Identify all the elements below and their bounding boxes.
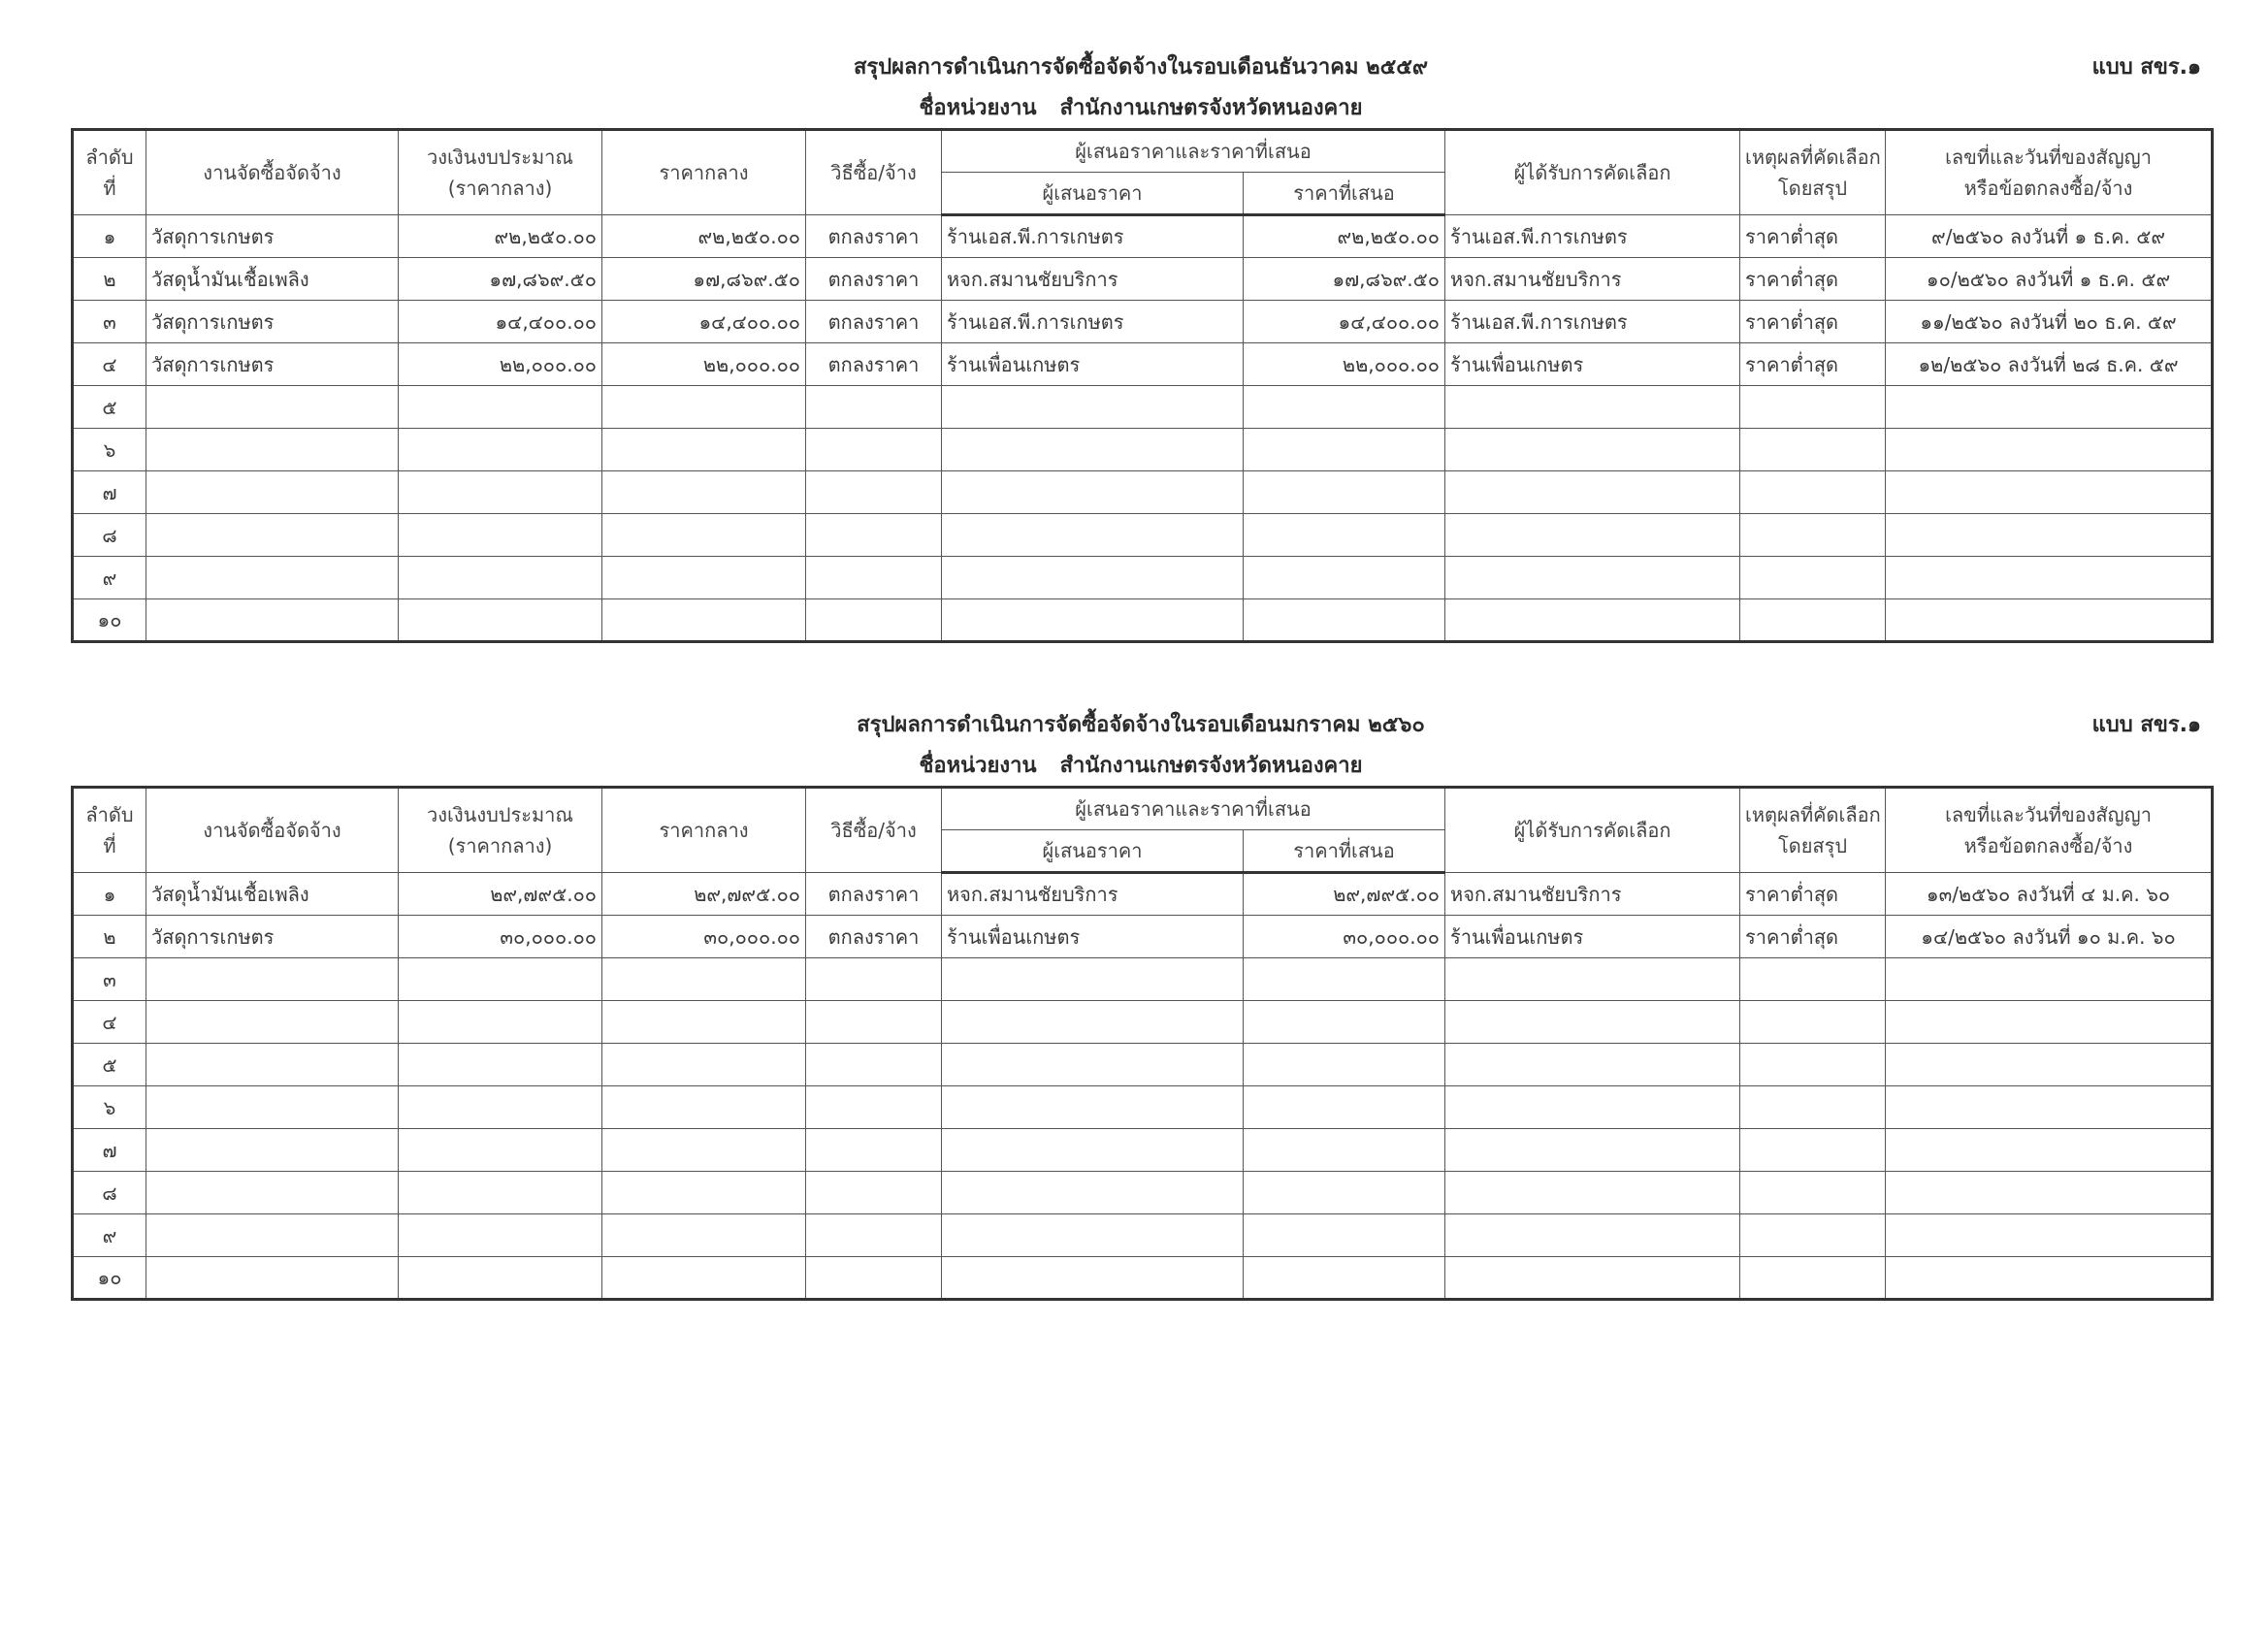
offer-price-cell: ๒๙,๗๙๕.๐๐ <box>1244 873 1445 916</box>
contract-cell: ๑๐/๒๕๖๐ ลงวันที่ ๑ ธ.ค. ๕๙ <box>1886 258 2213 301</box>
method-cell <box>806 386 942 429</box>
winner-cell <box>1445 1257 1740 1300</box>
contract-cell: ๑๑/๒๕๖๐ ลงวันที่ ๒๐ ธ.ค. ๕๙ <box>1886 301 2213 343</box>
report-title-text: สรุปผลการดำเนินการจัดซื้อจัดจ้างในรอบเดือนมกราคม ๒๕๖๐ <box>857 713 1425 737</box>
budget-cell <box>399 1086 602 1129</box>
method-cell <box>806 471 942 514</box>
contract-cell: ๑๒/๒๕๖๐ ลงวันที่ ๒๘ ธ.ค. ๕๙ <box>1886 343 2213 386</box>
row-number: ๙ <box>73 557 146 599</box>
table-row <box>73 599 2213 642</box>
winner-cell <box>1445 599 1740 642</box>
table-row <box>73 916 2213 958</box>
header-winner: ผู้ได้รับการคัดเลือก <box>1445 788 1740 873</box>
budget-cell <box>399 599 602 642</box>
item-cell <box>146 1257 399 1300</box>
offer-price-cell <box>1244 958 1445 1001</box>
reason-cell <box>1740 1129 1886 1172</box>
method-cell <box>806 1214 942 1257</box>
bidder-cell <box>942 599 1244 642</box>
item-cell: วัสดุการเกษตร <box>146 215 399 258</box>
item-cell: วัสดุการเกษตร <box>146 301 399 343</box>
header-contract <box>1886 130 2213 215</box>
item-cell <box>146 514 399 557</box>
header-no-line2: ที่ <box>103 177 116 200</box>
reason-cell <box>1740 429 1886 471</box>
header-item: งานจัดซื้อจัดจ้าง <box>146 130 399 215</box>
offer-price-cell <box>1244 557 1445 599</box>
bidder-cell <box>942 514 1244 557</box>
header-contract-line2: หรือข้อตกลงซื้อ/จ้าง <box>1963 834 2133 857</box>
item-cell <box>146 1172 399 1214</box>
bidder-cell <box>942 958 1244 1001</box>
row-number: ๓ <box>73 301 146 343</box>
offer-price-cell <box>1244 1257 1445 1300</box>
winner-cell <box>1445 1129 1740 1172</box>
header-no-line2: ที่ <box>103 834 116 857</box>
header-method: วิธีซื้อ/จ้าง <box>806 788 942 873</box>
offer-price-cell <box>1244 471 1445 514</box>
offer-price-cell <box>1244 1086 1445 1129</box>
form-code: แบบ สขร.๑ <box>2091 713 2201 737</box>
contract-cell <box>1886 429 2213 471</box>
reason-cell <box>1740 1086 1886 1129</box>
reason-cell <box>1740 386 1886 429</box>
item-cell <box>146 599 399 642</box>
bidder-cell <box>942 1257 1244 1300</box>
header-no-line1: ลำดับ <box>85 803 134 826</box>
winner-cell <box>1445 514 1740 557</box>
agency-line <box>71 89 2211 128</box>
budget-cell <box>399 557 602 599</box>
header-median: ราคากลาง <box>602 130 806 215</box>
header-budget-line2: (ราคากลาง) <box>447 177 553 200</box>
winner-cell <box>1445 958 1740 1001</box>
median-price-cell: ๑๗,๘๖๙.๕๐ <box>602 258 806 301</box>
header-method: วิธีซื้อ/จ้าง <box>806 130 942 215</box>
reason-cell: ราคาต่ำสุด <box>1740 343 1886 386</box>
header-budget-line1: วงเงินงบประมาณ <box>427 146 573 169</box>
budget-cell <box>399 1172 602 1214</box>
budget-cell <box>399 958 602 1001</box>
method-cell <box>806 1257 942 1300</box>
offer-price-cell <box>1244 1214 1445 1257</box>
reason-cell <box>1740 514 1886 557</box>
agency-name: สำนักงานเกษตรจังหวัดหนองคาย <box>1059 754 1363 778</box>
method-cell: ตกลงราคา <box>806 258 942 301</box>
contract-cell <box>1886 1044 2213 1086</box>
contract-cell: ๑๓/๒๕๖๐ ลงวันที่ ๔ ม.ค. ๖๐ <box>1886 873 2213 916</box>
december-summary-section <box>71 47 2211 643</box>
budget-cell: ๒๙,๗๙๕.๐๐ <box>399 873 602 916</box>
item-cell <box>146 1044 399 1086</box>
method-cell: ตกลงราคา <box>806 215 942 258</box>
row-number: ๙ <box>73 1214 146 1257</box>
winner-cell <box>1445 1001 1740 1044</box>
budget-cell: ๓๐,๐๐๐.๐๐ <box>399 916 602 958</box>
reason-cell: ราคาต่ำสุด <box>1740 916 1886 958</box>
budget-cell: ๙๒,๒๕๐.๐๐ <box>399 215 602 258</box>
reason-cell: ราคาต่ำสุด <box>1740 215 1886 258</box>
item-cell <box>146 1129 399 1172</box>
row-number: ๔ <box>73 1001 146 1044</box>
header-contract-line1: เลขที่และวันที่ของสัญญา <box>1945 803 2152 826</box>
method-cell: ตกลงราคา <box>806 916 942 958</box>
method-cell <box>806 1129 942 1172</box>
offer-price-cell: ๓๐,๐๐๐.๐๐ <box>1244 916 1445 958</box>
header-budget <box>399 130 602 215</box>
agency-label: ชื่อหน่วยงาน <box>919 754 1037 778</box>
header-reason-line1: เหตุผลที่คัดเลือก <box>1745 803 1881 826</box>
reason-cell <box>1740 557 1886 599</box>
median-price-cell <box>602 471 806 514</box>
offer-price-cell <box>1244 1044 1445 1086</box>
agency-label: ชื่อหน่วยงาน <box>919 96 1037 120</box>
row-number: ๑๐ <box>73 1257 146 1300</box>
winner-cell: ร้านเอส.พี.การเกษตร <box>1445 301 1740 343</box>
row-number: ๑ <box>73 215 146 258</box>
item-cell <box>146 471 399 514</box>
reason-cell <box>1740 1172 1886 1214</box>
table-row <box>73 1129 2213 1172</box>
contract-cell <box>1886 514 2213 557</box>
header-budget <box>399 788 602 873</box>
median-price-cell <box>602 1214 806 1257</box>
bidder-cell <box>942 1044 1244 1086</box>
winner-cell <box>1445 471 1740 514</box>
row-number: ๖ <box>73 1086 146 1129</box>
method-cell <box>806 599 942 642</box>
table-row <box>73 958 2213 1001</box>
median-price-cell: ๑๔,๔๐๐.๐๐ <box>602 301 806 343</box>
table-row <box>73 1214 2213 1257</box>
header-item: งานจัดซื้อจัดจ้าง <box>146 788 399 873</box>
offer-price-cell <box>1244 514 1445 557</box>
budget-cell: ๒๒,๐๐๐.๐๐ <box>399 343 602 386</box>
budget-cell <box>399 1257 602 1300</box>
offer-price-cell <box>1244 1172 1445 1214</box>
contract-cell <box>1886 1086 2213 1129</box>
table-row <box>73 386 2213 429</box>
median-price-cell: ๒๒,๐๐๐.๐๐ <box>602 343 806 386</box>
bidder-cell <box>942 1214 1244 1257</box>
offer-price-cell: ๑๗,๘๖๙.๕๐ <box>1244 258 1445 301</box>
table-row <box>73 1086 2213 1129</box>
contract-cell <box>1886 1214 2213 1257</box>
winner-cell: ร้านเพื่อนเกษตร <box>1445 343 1740 386</box>
budget-cell <box>399 471 602 514</box>
winner-cell <box>1445 1044 1740 1086</box>
method-cell: ตกลงราคา <box>806 301 942 343</box>
header-no-line1: ลำดับ <box>85 146 134 169</box>
procurement-table <box>71 128 2214 643</box>
row-number: ๘ <box>73 1172 146 1214</box>
reason-cell: ราคาต่ำสุด <box>1740 873 1886 916</box>
budget-cell <box>399 514 602 557</box>
reason-cell <box>1740 471 1886 514</box>
header-contract-line1: เลขที่และวันที่ของสัญญา <box>1945 146 2152 169</box>
budget-cell <box>399 1129 602 1172</box>
offer-price-cell: ๒๒,๐๐๐.๐๐ <box>1244 343 1445 386</box>
budget-cell: ๑๔,๔๐๐.๐๐ <box>399 301 602 343</box>
budget-cell: ๑๗,๘๖๙.๕๐ <box>399 258 602 301</box>
bidder-cell <box>942 1129 1244 1172</box>
method-cell: ตกลงราคา <box>806 343 942 386</box>
table-row <box>73 514 2213 557</box>
winner-cell <box>1445 1214 1740 1257</box>
median-price-cell <box>602 557 806 599</box>
offer-price-cell: ๑๔,๔๐๐.๐๐ <box>1244 301 1445 343</box>
median-price-cell <box>602 1129 806 1172</box>
median-price-cell: ๒๙,๗๙๕.๐๐ <box>602 873 806 916</box>
reason-cell <box>1740 1044 1886 1086</box>
agency-name: สำนักงานเกษตรจังหวัดหนองคาย <box>1059 96 1363 120</box>
bidder-cell <box>942 1086 1244 1129</box>
item-cell: วัสดุน้ำมันเชื้อเพลิง <box>146 873 399 916</box>
table-row <box>73 301 2213 343</box>
row-number: ๕ <box>73 386 146 429</box>
bidder-cell <box>942 429 1244 471</box>
row-number: ๔ <box>73 343 146 386</box>
method-cell <box>806 1172 942 1214</box>
winner-cell <box>1445 429 1740 471</box>
procurement-table <box>71 786 2214 1301</box>
reason-cell <box>1740 1257 1886 1300</box>
item-cell <box>146 429 399 471</box>
winner-cell: หจก.สมานชัยบริการ <box>1445 258 1740 301</box>
method-cell: ตกลงราคา <box>806 873 942 916</box>
offer-price-cell <box>1244 386 1445 429</box>
table-row <box>73 343 2213 386</box>
header-winner: ผู้ได้รับการคัดเลือก <box>1445 130 1740 215</box>
contract-cell <box>1886 557 2213 599</box>
item-cell <box>146 958 399 1001</box>
reason-cell <box>1740 1001 1886 1044</box>
bidder-cell <box>942 1172 1244 1214</box>
budget-cell <box>399 429 602 471</box>
item-cell <box>146 557 399 599</box>
winner-cell <box>1445 386 1740 429</box>
method-cell <box>806 1044 942 1086</box>
contract-cell <box>1886 958 2213 1001</box>
item-cell <box>146 386 399 429</box>
bidder-cell <box>942 1001 1244 1044</box>
contract-cell <box>1886 471 2213 514</box>
header-reason-line1: เหตุผลที่คัดเลือก <box>1745 146 1881 169</box>
contract-cell <box>1886 599 2213 642</box>
contract-cell <box>1886 1129 2213 1172</box>
winner-cell: ร้านเอส.พี.การเกษตร <box>1445 215 1740 258</box>
method-cell <box>806 1001 942 1044</box>
offer-price-cell <box>1244 429 1445 471</box>
median-price-cell <box>602 1044 806 1086</box>
item-cell: วัสดุน้ำมันเชื้อเพลิง <box>146 258 399 301</box>
contract-cell <box>1886 1172 2213 1214</box>
header-contract-line2: หรือข้อตกลงซื้อ/จ้าง <box>1963 177 2133 200</box>
median-price-cell <box>602 429 806 471</box>
winner-cell: หจก.สมานชัยบริการ <box>1445 873 1740 916</box>
row-number: ๒ <box>73 916 146 958</box>
item-cell <box>146 1214 399 1257</box>
median-price-cell <box>602 1086 806 1129</box>
header-reason <box>1740 788 1886 873</box>
offer-price-cell <box>1244 1129 1445 1172</box>
median-price-cell <box>602 1257 806 1300</box>
contract-cell <box>1886 1001 2213 1044</box>
winner-cell <box>1445 1172 1740 1214</box>
contract-cell <box>1886 1257 2213 1300</box>
header-bids-group: ผู้เสนอราคาและราคาที่เสนอ <box>942 130 1445 173</box>
contract-cell: ๙/๒๕๖๐ ลงวันที่ ๑ ธ.ค. ๕๙ <box>1886 215 2213 258</box>
table-row <box>73 1001 2213 1044</box>
table-row <box>73 873 2213 916</box>
offer-price-cell <box>1244 599 1445 642</box>
reason-cell <box>1740 1214 1886 1257</box>
median-price-cell <box>602 1001 806 1044</box>
winner-cell <box>1445 1086 1740 1129</box>
method-cell <box>806 958 942 1001</box>
header-reason-line2: โดยสรุป <box>1777 834 1848 857</box>
table-row <box>73 1044 2213 1086</box>
bidder-cell: ร้านเพื่อนเกษตร <box>942 343 1244 386</box>
january-summary-section <box>71 704 2211 1301</box>
header-bidder: ผู้เสนอราคา <box>942 830 1244 873</box>
header-offer: ราคาที่เสนอ <box>1244 830 1445 873</box>
item-cell <box>146 1086 399 1129</box>
header-reason <box>1740 130 1886 215</box>
bidder-cell: หจก.สมานชัยบริการ <box>942 873 1244 916</box>
agency-line <box>71 747 2211 786</box>
reason-cell: ราคาต่ำสุด <box>1740 301 1886 343</box>
method-cell <box>806 557 942 599</box>
contract-cell <box>1886 386 2213 429</box>
median-price-cell <box>602 514 806 557</box>
table-body <box>73 215 2213 642</box>
bidder-cell <box>942 557 1244 599</box>
offer-price-cell <box>1244 1001 1445 1044</box>
row-number: ๘ <box>73 514 146 557</box>
header-bids-group: ผู้เสนอราคาและราคาที่เสนอ <box>942 788 1445 830</box>
row-number: ๒ <box>73 258 146 301</box>
table-row <box>73 258 2213 301</box>
median-price-cell <box>602 386 806 429</box>
table-body <box>73 873 2213 1300</box>
winner-cell: ร้านเพื่อนเกษตร <box>1445 916 1740 958</box>
table-row <box>73 1172 2213 1214</box>
item-cell: วัสดุการเกษตร <box>146 916 399 958</box>
header-no <box>73 788 146 873</box>
header-reason-line2: โดยสรุป <box>1777 177 1848 200</box>
header-median: ราคากลาง <box>602 788 806 873</box>
row-number: ๗ <box>73 471 146 514</box>
table-row <box>73 471 2213 514</box>
row-number: ๗ <box>73 1129 146 1172</box>
table-row <box>73 1257 2213 1300</box>
bidder-cell <box>942 386 1244 429</box>
method-cell <box>806 1086 942 1129</box>
median-price-cell: ๓๐,๐๐๐.๐๐ <box>602 916 806 958</box>
method-cell <box>806 429 942 471</box>
table-row <box>73 215 2213 258</box>
header-offer: ราคาที่เสนอ <box>1244 173 1445 215</box>
bidder-cell: หจก.สมานชัยบริการ <box>942 258 1244 301</box>
budget-cell <box>399 1214 602 1257</box>
table-row <box>73 557 2213 599</box>
offer-price-cell: ๙๒,๒๕๐.๐๐ <box>1244 215 1445 258</box>
header-no <box>73 130 146 215</box>
contract-cell: ๑๔/๒๕๖๐ ลงวันที่ ๑๐ ม.ค. ๖๐ <box>1886 916 2213 958</box>
median-price-cell: ๙๒,๒๕๐.๐๐ <box>602 215 806 258</box>
reason-cell <box>1740 958 1886 1001</box>
reason-cell <box>1740 599 1886 642</box>
row-number: ๓ <box>73 958 146 1001</box>
median-price-cell <box>602 599 806 642</box>
row-number: ๑ <box>73 873 146 916</box>
budget-cell <box>399 1044 602 1086</box>
report-title <box>71 47 2211 89</box>
bidder-cell: ร้านเอส.พี.การเกษตร <box>942 301 1244 343</box>
row-number: ๕ <box>73 1044 146 1086</box>
median-price-cell <box>602 958 806 1001</box>
bidder-cell: ร้านเอส.พี.การเกษตร <box>942 215 1244 258</box>
budget-cell <box>399 1001 602 1044</box>
header-budget-line2: (ราคากลาง) <box>447 834 553 857</box>
header-budget-line1: วงเงินงบประมาณ <box>427 803 573 826</box>
row-number: ๖ <box>73 429 146 471</box>
bidder-cell: ร้านเพื่อนเกษตร <box>942 916 1244 958</box>
header-contract <box>1886 788 2213 873</box>
method-cell <box>806 514 942 557</box>
bidder-cell <box>942 471 1244 514</box>
form-code: แบบ สขร.๑ <box>2091 55 2201 80</box>
budget-cell <box>399 386 602 429</box>
reason-cell: ราคาต่ำสุด <box>1740 258 1886 301</box>
winner-cell <box>1445 557 1740 599</box>
item-cell <box>146 1001 399 1044</box>
median-price-cell <box>602 1172 806 1214</box>
row-number: ๑๐ <box>73 599 146 642</box>
table-row <box>73 429 2213 471</box>
item-cell: วัสดุการเกษตร <box>146 343 399 386</box>
report-title <box>71 704 2211 747</box>
report-title-text: สรุปผลการดำเนินการจัดซื้อจัดจ้างในรอบเดือนธันวาคม ๒๕๕๙ <box>853 55 1429 80</box>
header-bidder: ผู้เสนอราคา <box>942 173 1244 215</box>
